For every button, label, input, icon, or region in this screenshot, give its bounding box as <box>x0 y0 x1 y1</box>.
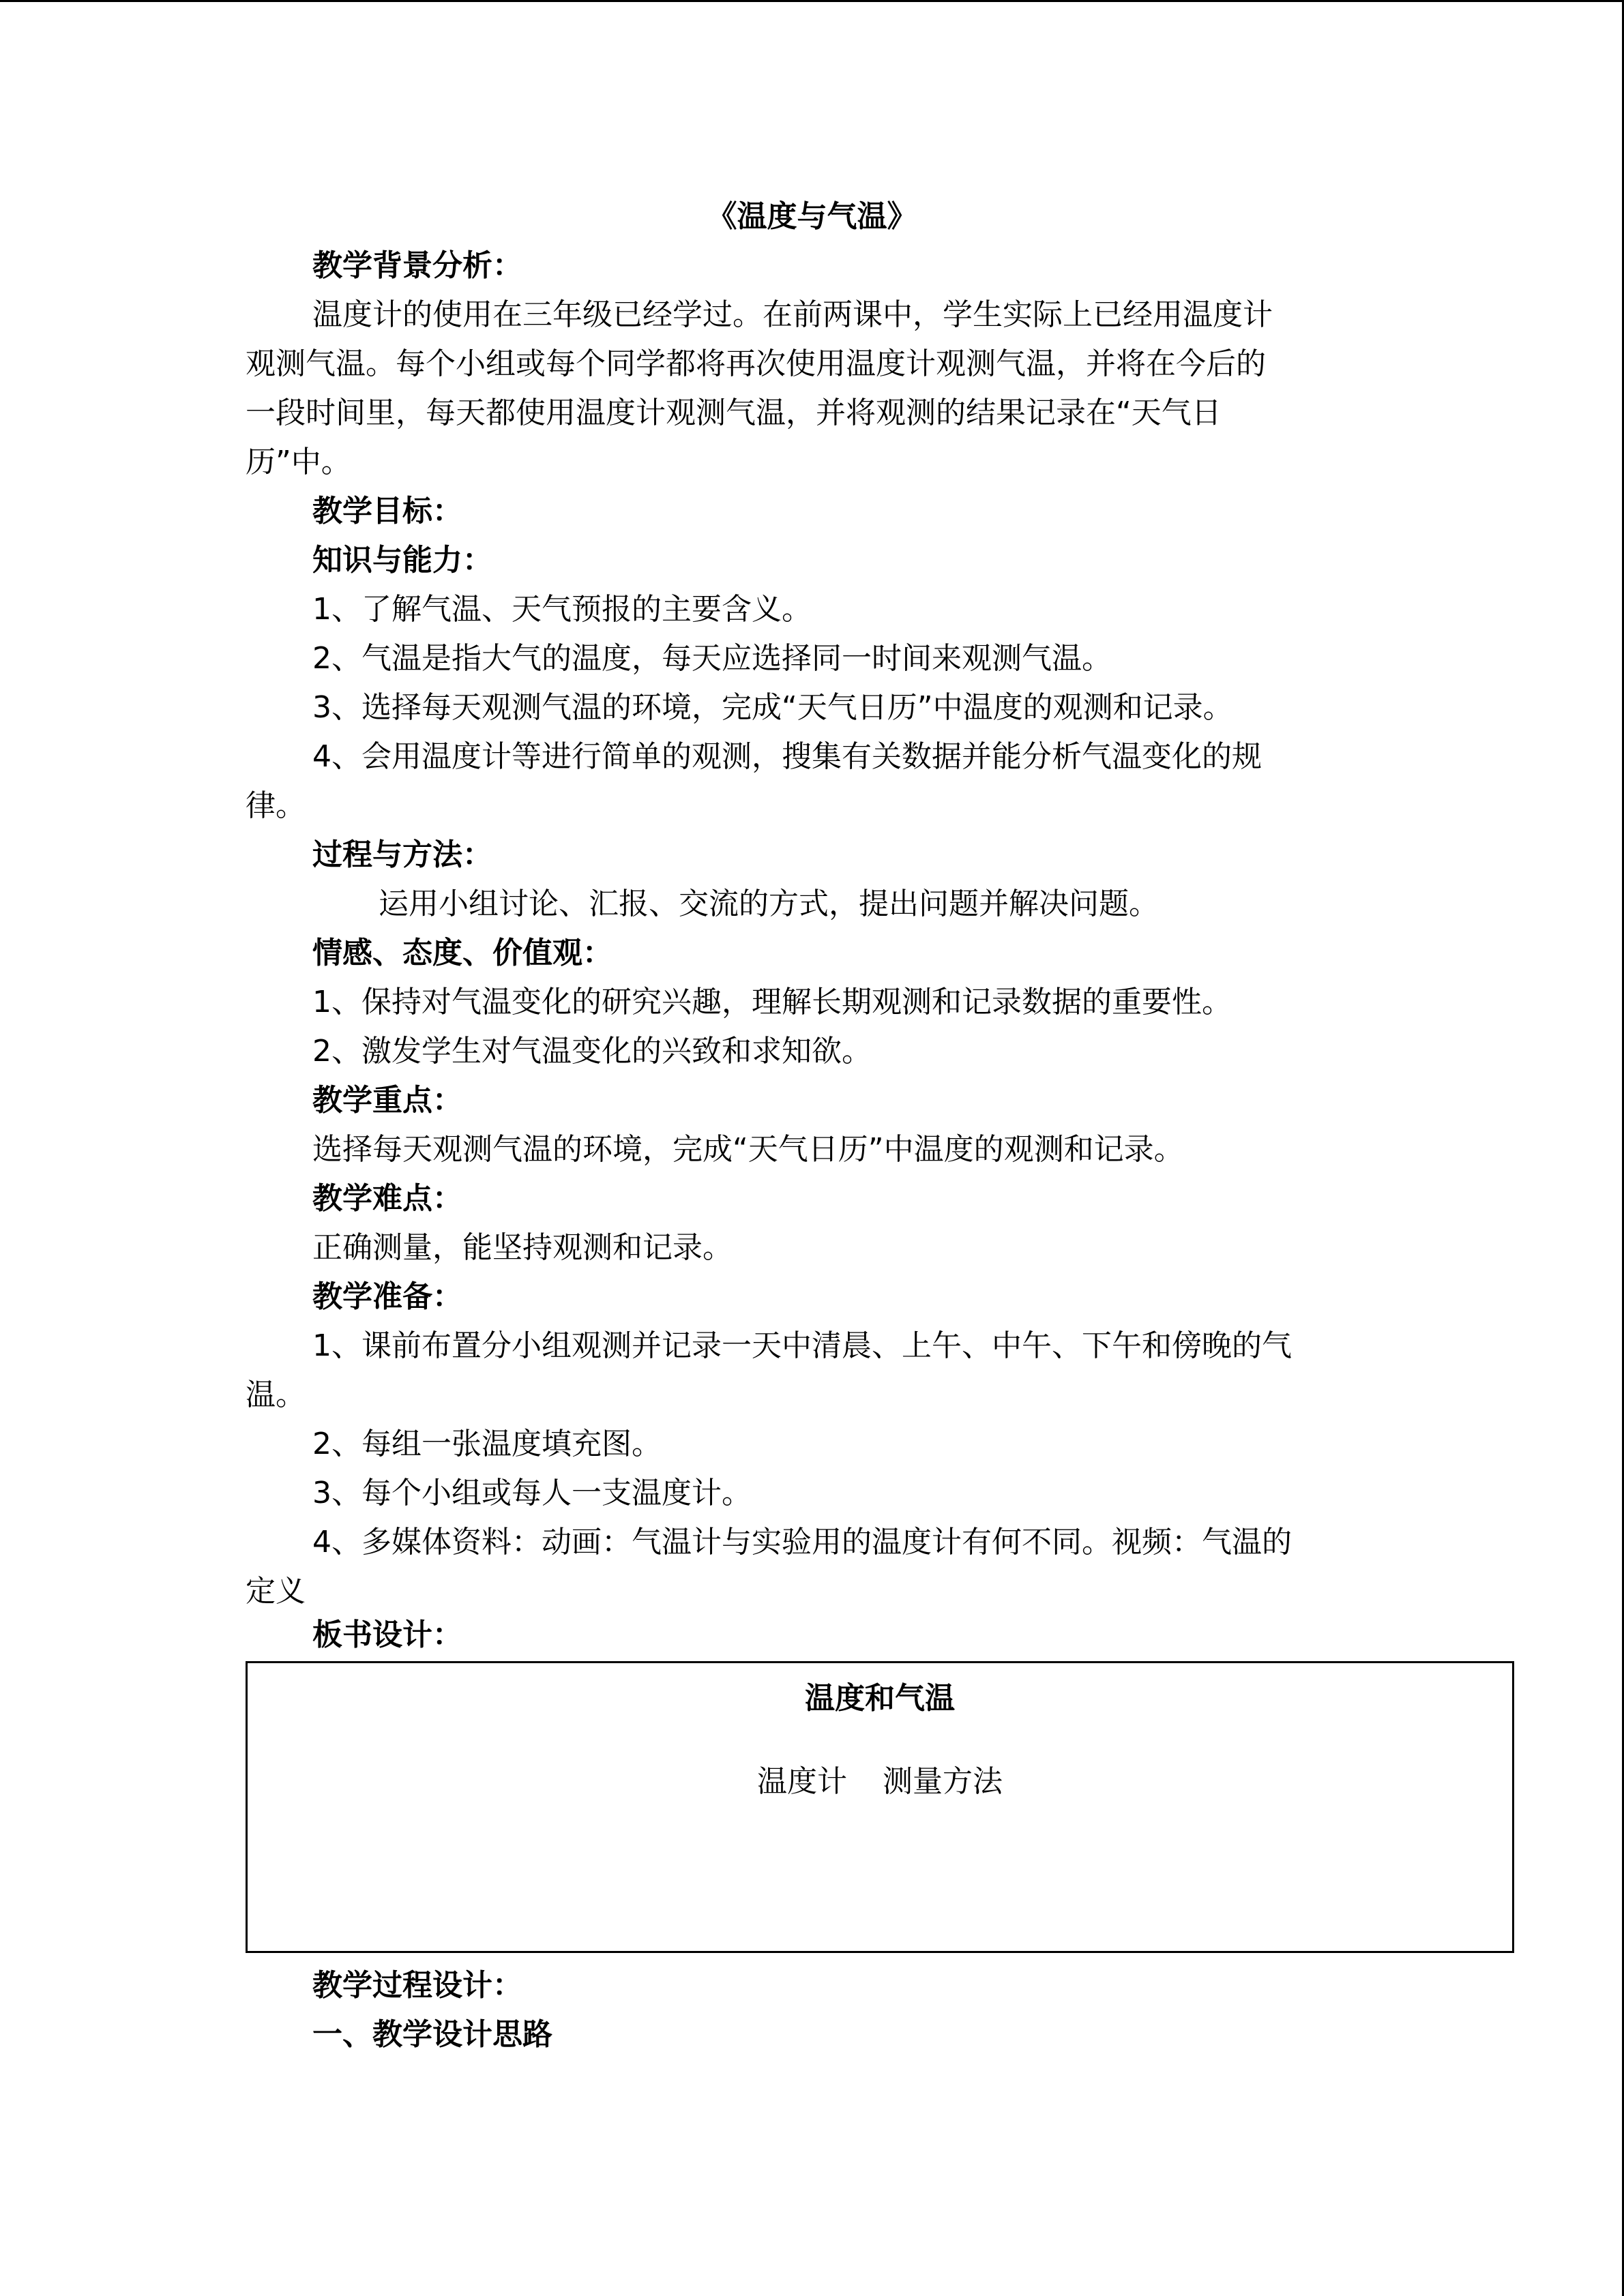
board-items <box>248 1761 1512 1802</box>
preparation-item-1-line-1: 1、课前布置分小组观测并记录一天中清晨、上午、中午、下午和傍晚的气 <box>312 1328 1292 1363</box>
emotion-heading: 情感、态度、价值观： <box>312 936 612 970</box>
knowledge-item-4-line-1: 4、会用温度计等进行简单的观测，搜集有关数据并能分析气温变化的规 <box>312 739 1262 774</box>
board-title: 温度和气温 <box>805 1681 955 1716</box>
process-design-heading: 教学过程设计： <box>312 1968 522 2003</box>
emotion-item-2: 2、激发学生对气温变化的兴致和求知欲。 <box>312 1034 872 1069</box>
preparation-item-4-line-2: 定义 <box>246 1574 306 1609</box>
background-paragraph-line-1: 温度计的使用在三年级已经学过。在前两课中，学生实际上已经用温度计 <box>312 297 1273 332</box>
board-item-measuring-method: 测量方法 <box>883 1764 1003 1799</box>
knowledge-item-3: 3、选择每天观测气温的环境，完成“天气日历”中温度的观测和记录。 <box>312 690 1233 725</box>
preparation-heading: 教学准备： <box>312 1279 462 1314</box>
process-method-text: 运用小组讨论、汇报、交流的方式，提出问题并解决问题。 <box>379 886 1159 921</box>
background-paragraph-line-3: 一段时间里，每天都使用温度计观测气温，并将观测的结果记录在“天气日 <box>246 396 1222 430</box>
board-design-heading: 板书设计： <box>312 1617 462 1652</box>
preparation-item-1-line-2: 温。 <box>246 1377 306 1412</box>
knowledge-item-2: 2、气温是指大气的温度，每天应选择同一时间来观测气温。 <box>312 641 1112 676</box>
background-paragraph-line-4: 历”中。 <box>246 445 351 479</box>
knowledge-item-1: 1、了解气温、天气预报的主要含义。 <box>312 592 812 627</box>
preparation-item-2: 2、每组一张温度填充图。 <box>312 1427 662 1461</box>
page-top-border <box>0 0 1624 2</box>
emotion-item-1: 1、保持对气温变化的研究兴趣，理解长期观测和记录数据的重要性。 <box>312 985 1232 1019</box>
knowledge-item-4-line-2: 律。 <box>246 788 306 823</box>
objectives-heading: 教学目标： <box>312 494 462 528</box>
board-item-thermometer: 温度计 <box>757 1764 847 1799</box>
knowledge-heading: 知识与能力： <box>312 543 492 578</box>
difficulties-text: 正确测量，能坚持观测和记录。 <box>312 1230 733 1265</box>
process-method-heading: 过程与方法： <box>312 837 492 872</box>
document-title: 《温度与气温》 <box>707 199 917 234</box>
process-design-section-1: 一、教学设计思路 <box>312 2017 552 2052</box>
difficulties-heading: 教学难点： <box>312 1181 462 1216</box>
key-points-text: 选择每天观测气温的环境，完成“天气日历”中温度的观测和记录。 <box>312 1132 1184 1167</box>
key-points-heading: 教学重点： <box>312 1083 462 1118</box>
background-paragraph-line-2: 观测气温。每个小组或每个同学都将再次使用温度计观测气温，并将在今后的 <box>246 346 1266 381</box>
preparation-item-3: 3、每个小组或每人一支温度计。 <box>312 1476 752 1510</box>
background-heading: 教学背景分析： <box>312 248 522 283</box>
preparation-item-4-line-1: 4、多媒体资料：动画：气温计与实验用的温度计有何不同。视频：气温的 <box>312 1525 1292 1560</box>
board-design-box <box>246 1661 1514 1953</box>
